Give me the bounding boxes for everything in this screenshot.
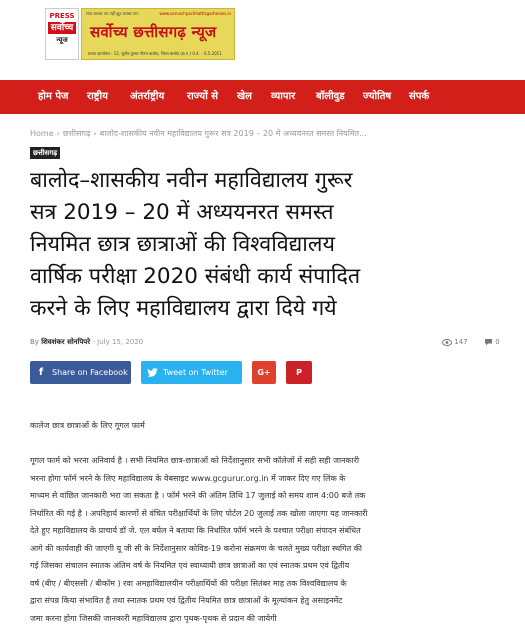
pinterest-icon: P [296, 368, 302, 377]
breadcrumb-category[interactable]: छत्तीसगढ़ [62, 129, 91, 138]
logo-url: www.sarvochyachhattisgarhnews.in [159, 11, 231, 16]
body-line: द्वारा संपन्न किया संभावित है तथा स्नातक प्रथम एवं द्वितीय नियमित छात्र छात्राओं के मूल्यांकन हेतु असाइनमेंट [30, 596, 343, 605]
author-link[interactable]: शिवशंकर सोनपिपरे [41, 338, 91, 346]
nav-item-contact[interactable]: संपर्क [409, 91, 430, 102]
body-line: माध्यम से वांछित जानकारी भरा जा सकता है । फॉर्म भरने की अंतिम तिथि 17 जुलाई को समय शाम 4:00 बजे तक [30, 491, 366, 500]
breadcrumb-separator: › [93, 129, 97, 138]
press-badge-top: PRESS [49, 12, 75, 20]
facebook-icon: f [38, 367, 44, 378]
nav-item-national[interactable]: राष्ट्रीय [87, 91, 108, 102]
comment-count[interactable] [484, 338, 500, 346]
breadcrumb-separator: › [56, 129, 60, 138]
comment-count-value: 0 [495, 338, 500, 346]
press-badge-bottom: न्यूज [56, 36, 68, 44]
twitter-icon [141, 361, 163, 384]
body-line: आगे की कार्यवाही की जाएगी यू जी सी के निर्देशानुसार कोविड-19 करोना संक्रमण के चलते मुख्य परीक्षा स्थगित की [30, 543, 362, 553]
nav-item-astrology[interactable]: ज्योतिष [363, 91, 392, 102]
body-line: गई जिसका संचालन स्नातक अंतिम वर्ष के नियमित एवं स्वाध्यायी छात्र छात्राओं का एवं स्नातक प्रथम एवं द्वितीय [30, 561, 350, 570]
site-title: सर्वोच्य छत्तीसगढ़ न्यूज [90, 23, 217, 41]
logo-tagline: सांच बराबर तप नहीं झूठ बराबर पाप [86, 11, 139, 16]
body-line: निर्धारित की गई है । अपरिहार्य कारणों से वंचित परीक्षार्थियों के लिए पोर्टल 20 जुलाई तक खोला जाएगा यह जानकारी [30, 508, 368, 518]
share-twitter-button[interactable] [141, 361, 242, 384]
body-line: देते हुए महाविद्यालय के प्राचार्य डॉ जे. एल बघेल ने बताया कि निर्धारित फॉर्म भरने के पश्चात परीक्षा संपादन संबंधित [30, 526, 361, 535]
article-title-line: नियमित छात्र छात्राओं की विश्वविद्यालय [30, 232, 335, 257]
logo-subline: प्रधान कार्यालय - 12, सुधीर कुमार गौतम बालोद, जिला बालोद (छ.ग.) 0.4. - 0.5.2011 [88, 51, 222, 56]
share-facebook-button[interactable] [30, 361, 131, 384]
article-title-line: वार्षिक परीक्षा 2020 संबंधी कार्य संपादित [30, 264, 361, 289]
article-title [30, 165, 500, 325]
body-line: जमा करना होगा जिसकी जानकारी महाविद्यालय द्वारा पृथक-पृथक से प्रदान की जायेगी [30, 613, 277, 623]
body-line: गूगल फार्म को भरना अनिवार्य है । सभी नियमित छात्र-छात्राओं को निर्देशानुसार सभी कॉलेजों में सही सही जानकारी [30, 456, 360, 465]
breadcrumb-home[interactable]: Home [30, 129, 54, 138]
share-facebook-label: Share on Facebook [52, 368, 128, 377]
article-body [30, 452, 500, 627]
share-googleplus-button[interactable] [252, 361, 276, 384]
press-badge [45, 8, 79, 60]
eye-icon [442, 339, 452, 346]
breadcrumb-current: बालोद-शासकीय नवीन महाविद्यालय गुरूर सत्र 2019 – 20 में अध्ययनरत समस्त नियमित... [99, 129, 367, 138]
googleplus-icon: G+ [257, 368, 271, 377]
category-badge[interactable]: छत्तीसगढ़ [30, 147, 60, 159]
share-twitter-label: Tweet on Twitter [163, 368, 228, 377]
press-badge-mid: सर्वोच्च [48, 22, 76, 34]
nav-item-business[interactable]: व्यापार [271, 91, 296, 102]
main-nav [0, 80, 525, 114]
article-title-line: बालोद–शासकीय नवीन महाविद्यालय गुरूर [30, 168, 353, 193]
nav-item-states[interactable]: राज्यों से [187, 91, 219, 102]
publish-date: - July 15, 2020 [92, 338, 144, 346]
breadcrumb [30, 128, 367, 139]
article-title-line: करने के लिए महाविद्यालय द्वारा दिये गये [30, 296, 337, 321]
logo-banner [81, 8, 235, 60]
nav-item-international[interactable]: अंतर्राष्ट्रीय [130, 91, 165, 102]
comment-icon [484, 338, 493, 346]
view-count [442, 338, 468, 346]
body-line: वर्ष (बीए / बीएससी / बीकॉम ) रवा अमहाविद्यालयीन परीक्षार्थियों की परीक्षा सितंबर माह तक विश्वविद्यालय के [30, 578, 347, 588]
nav-item-home[interactable]: होम पेज [38, 91, 69, 102]
view-count-value: 147 [454, 338, 468, 346]
nav-item-bollywood[interactable]: बॉलीवुड [316, 91, 345, 102]
body-line: भरना होगा फॉर्म भरने के लिए महाविद्यालय के वेबसाइट www.gcgurur.org.in में जाकर दिए गए लिंक के [30, 473, 346, 483]
article-meta [30, 338, 143, 347]
nav-item-sports[interactable]: खेल [237, 91, 252, 102]
share-pinterest-button[interactable] [286, 361, 312, 384]
article-title-line: सत्र 2019 – 20 में अध्ययनरत समस्त [30, 200, 334, 225]
meta-by: By [30, 338, 39, 346]
article-subheading: कालेज छात्र छात्राओं के लिए गूगल फार्म [30, 421, 145, 430]
site-header [0, 0, 525, 80]
site-logo[interactable] [45, 8, 235, 66]
